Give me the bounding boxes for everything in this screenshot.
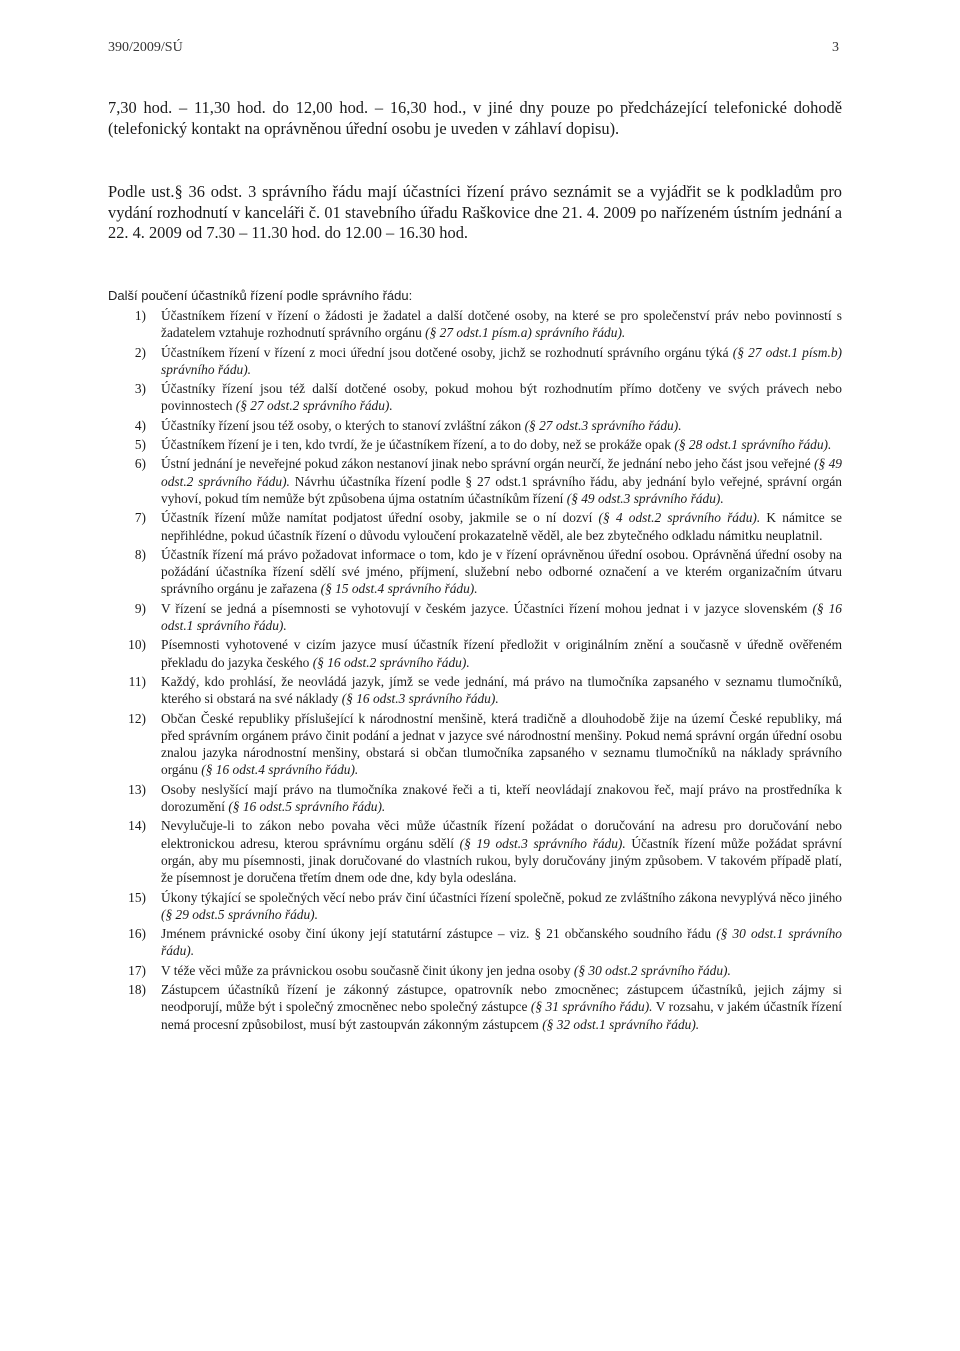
instruction-item (108, 781, 842, 816)
instruction-number: 14) (128, 818, 146, 834)
instruction-item (108, 307, 842, 342)
instruction-number: 5) (134, 437, 146, 453)
instruction-citation: (§ 32 odst.1 správního řádu). (542, 1016, 700, 1032)
instruction-text: Občan České republiky příslušející k národnostní menšině, která tradičně a dlouhodobě žije na území České republiky, má před správním orgánem právo činit podání a jednat v jazyce své národnostní menšiny. Pokud nemá správní orgán úřední osobu znalou jazyka národnostní menšiny, obstará si občan tlumočníka zapsaného v seznamu tlumočníků na náklady správního orgánu (161, 710, 842, 778)
instruction-number: 3) (134, 381, 146, 397)
instructions-heading: Další poučení účastníků řízení podle správního řádu: (108, 288, 413, 303)
instructions-list (108, 307, 842, 1033)
instruction-item (108, 673, 842, 708)
instruction-item (108, 925, 842, 960)
instruction-text: Písemnosti vyhotovené v cizím jazyce musí účastník řízení předložit v originálním znění a současně v úředně ověřeném překladu do jazyka českého (161, 637, 842, 670)
instruction-citation: (§ 27 odst.1 písm.a) správního řádu). (425, 325, 626, 341)
instruction-item (108, 417, 842, 434)
instruction-number: 16) (128, 926, 146, 942)
instruction-text: Účastníkem řízení v řízení o žádosti je žadatel a další dotčené osoby, na které se pro společenství práv nebo povinností s žadatelem vztahuje rozhodnutí správního orgánu (161, 308, 842, 341)
inspection-paragraph: Podle ust.§ 36 odst. 3 správního řádu mají účastníci řízení právo seznámit se a vyjádřit se k podkladům pro vydání rozhodnutí v kanceláři č. 01 stavebního úřadu Raškovice dne 21. 4. 2009 po nařízeném ústním jednání a 22. 4. 2009 od 7.30 – 11.30 hod. do 12.00 – 16.30 hod. (108, 182, 842, 243)
instruction-text-continued: Návrhu účastníka řízení podle § 27 odst.1 správního řádu, aby jednání bylo veřejné, správní orgán vyhoví, pokud tím nemůže být způsobena újma ostatním účastníkům řízení (161, 473, 842, 506)
instruction-citation: (§ 16 odst.5 správního řádu). (228, 799, 386, 815)
instruction-item (108, 380, 842, 415)
instruction-item (108, 455, 842, 507)
instruction-item (108, 636, 842, 671)
instruction-item (108, 344, 842, 379)
instruction-citation: (§ 4 odst.2 správního řádu). (598, 510, 761, 526)
instruction-citation: (§ 16 odst.2 správního řádu). (312, 654, 470, 670)
instruction-number: 11) (128, 673, 146, 689)
instruction-number: 1) (134, 308, 146, 323)
instruction-item (108, 600, 842, 635)
instruction-text: Účastníky řízení jsou též další dotčené osoby, pokud mohou být rozhodnutím přímo dotčeny ve svých právech nebo povinnostech (161, 381, 842, 414)
instruction-number: 10) (128, 637, 146, 653)
instruction-text: Ústní jednání je neveřejné pokud zákon nestanoví jinak nebo správní orgán neurčí, že jednání nebo jeho část jsou veřejné (161, 456, 815, 472)
instruction-text: V řízení se jedná a písemnosti se vyhotovují v českém jazyce. Účastníci řízení mohou jednat i v jazyce slovenském (161, 600, 813, 616)
instruction-item (108, 962, 842, 979)
instruction-text: Zástupcem účastníků řízení je zákonný zástupce, opatrovník nebo zmocněnec; zástupcem účastníků, jejich zájmy si neodporují, může být i společný zmocněnec nebo společný zástupce (161, 981, 842, 1015)
instruction-citation: (§ 31 správního řádu). (530, 999, 653, 1015)
instruction-text: Osoby neslyšící mají právo na tlumočníka znakové řeči a ti, kteří neovládají znakovou řeč, mají právo na prostředníka k dorozumění (161, 781, 842, 815)
instruction-item (108, 889, 842, 924)
instruction-citation: (§ 15 odst.4 správního řádu). (320, 581, 478, 597)
instruction-number: 6) (134, 456, 146, 472)
instruction-number: 12) (128, 710, 146, 726)
instruction-citation: (§ 49 odst.2 správního řádu). (161, 456, 842, 489)
instruction-text: Účastníky řízení jsou též osoby, o kterých to stanoví zvláštní zákon (161, 417, 525, 433)
instruction-citation: (§ 16 odst.1 správního řádu). (161, 600, 842, 634)
instruction-number: 4) (134, 417, 146, 433)
instruction-number: 7) (134, 510, 146, 526)
instruction-text: Účastník řízení může namítat podjatost úřední osoby, jakmile se o ní dozví (161, 510, 599, 526)
instruction-text-continued: Účastník řízení může požádat správní orgán, aby mu písemnosti, jinak doručované do vlastních rukou, byly doručovány jiným způsobem. V takovém případě platí, že písemnost je doručena třetím dnem ode dne, kdy byla odeslána. (161, 835, 843, 886)
instruction-citation: (§ 19 odst.3 správního řádu). (459, 835, 626, 851)
document-reference: 390/2009/SÚ (108, 40, 183, 55)
instruction-citation: (§ 30 odst.2 správního řádu). (573, 962, 731, 978)
instruction-text-continued: V rozsahu, v jakém účastník řízení nemá procesní způsobilost, musí být zastoupván zákonným zástupcem (161, 999, 842, 1032)
instruction-citation: (§ 27 odst.1 písm.b) správního řádu). (161, 344, 842, 377)
instruction-number: 13) (128, 781, 146, 797)
instruction-citation: (§ 27 odst.3 správního řádu). (524, 417, 682, 433)
instruction-text: Jménem právnické osoby činí úkony její statutární zástupce – viz. § 21 občanského soudního řádu (161, 926, 717, 942)
instruction-item (108, 981, 842, 1033)
instruction-item (108, 710, 842, 779)
instruction-citation: (§ 49 odst.3 správního řádu). (566, 490, 724, 506)
instruction-number: 18) (128, 981, 146, 997)
instruction-item (108, 436, 842, 453)
instruction-number: 15) (128, 889, 146, 905)
instruction-item (108, 546, 842, 598)
instruction-item (108, 509, 842, 544)
instruction-number: 9) (134, 600, 146, 616)
instruction-text-continued: K námitce se nepřihlédne, pokud účastník řízení o důvodu vyloučení prokazatelně věděl, ale bez zbytečného odkladu námitku neuplatnil. (161, 510, 842, 543)
instruction-citation: (§ 27 odst.2 správního řádu). (235, 398, 393, 414)
instruction-text: Každý, kdo prohlásí, že neovládá jazyk, jímž se vede jednání, má právo na tlumočníka zapsaného v seznamu tlumočníků, kterého si obstará na své náklady (161, 673, 842, 707)
instruction-text: Účastník řízení má právo požadovat informace o tom, kdo je v řízení oprávněnou úřední osobou. Oprávněná úřední osoby na požádání účastníka řízení sdělí své jméno, příjmení, služební nebo odborné označení a ve kterém organizačním útvaru správního orgánu je zařazena (161, 546, 842, 597)
instruction-citation: (§ 16 odst.3 správního řádu). (341, 691, 499, 707)
instruction-text: V téže věci může za právnickou osobu současně činit úkony jen jedna osoby (161, 962, 574, 978)
instruction-number: 8) (134, 546, 146, 562)
instruction-citation: (§ 29 odst.5 správního řádu). (161, 906, 318, 922)
instruction-text: Nevylučuje-li to zákon nebo povaha věci může účastník řízení požádat o doručování na adresu pro doručování nebo elektronickou adresu, kterou správnímu orgánu sdělí (161, 818, 842, 851)
instruction-citation: (§ 30 odst.1 správního řádu). (161, 926, 842, 959)
instruction-number: 17) (128, 962, 146, 978)
office-hours-paragraph: 7,30 hod. – 11,30 hod. do 12,00 hod. – 16,30 hod., v jiné dny pouze po předcházející telefonické dohodě (telefonický kontakt na oprávněnou úřední osobu je uveden v záhlaví dopisu). (108, 98, 842, 138)
page-number: 3 (832, 40, 839, 55)
instruction-number: 2) (134, 344, 146, 360)
instruction-text: Účastníkem řízení je i ten, kdo tvrdí, že je účastníkem řízení, a to do doby, než se prokáže opak (161, 437, 675, 453)
instruction-text: Úkony týkající se společných věcí nebo práv činí účastníci řízení společně, pokud ze zvláštního zákona nevyplývá něco jiného (161, 889, 842, 905)
instruction-item (108, 817, 842, 886)
instruction-citation: (§ 16 odst.4 správního řádu). (201, 762, 359, 778)
instruction-citation: (§ 28 odst.1 správního řádu). (674, 437, 832, 453)
instruction-text: Účastníkem řízení v řízení z moci úřední jsou dotčené osoby, jichž se rozhodnutí správního orgánu týká (161, 344, 733, 360)
